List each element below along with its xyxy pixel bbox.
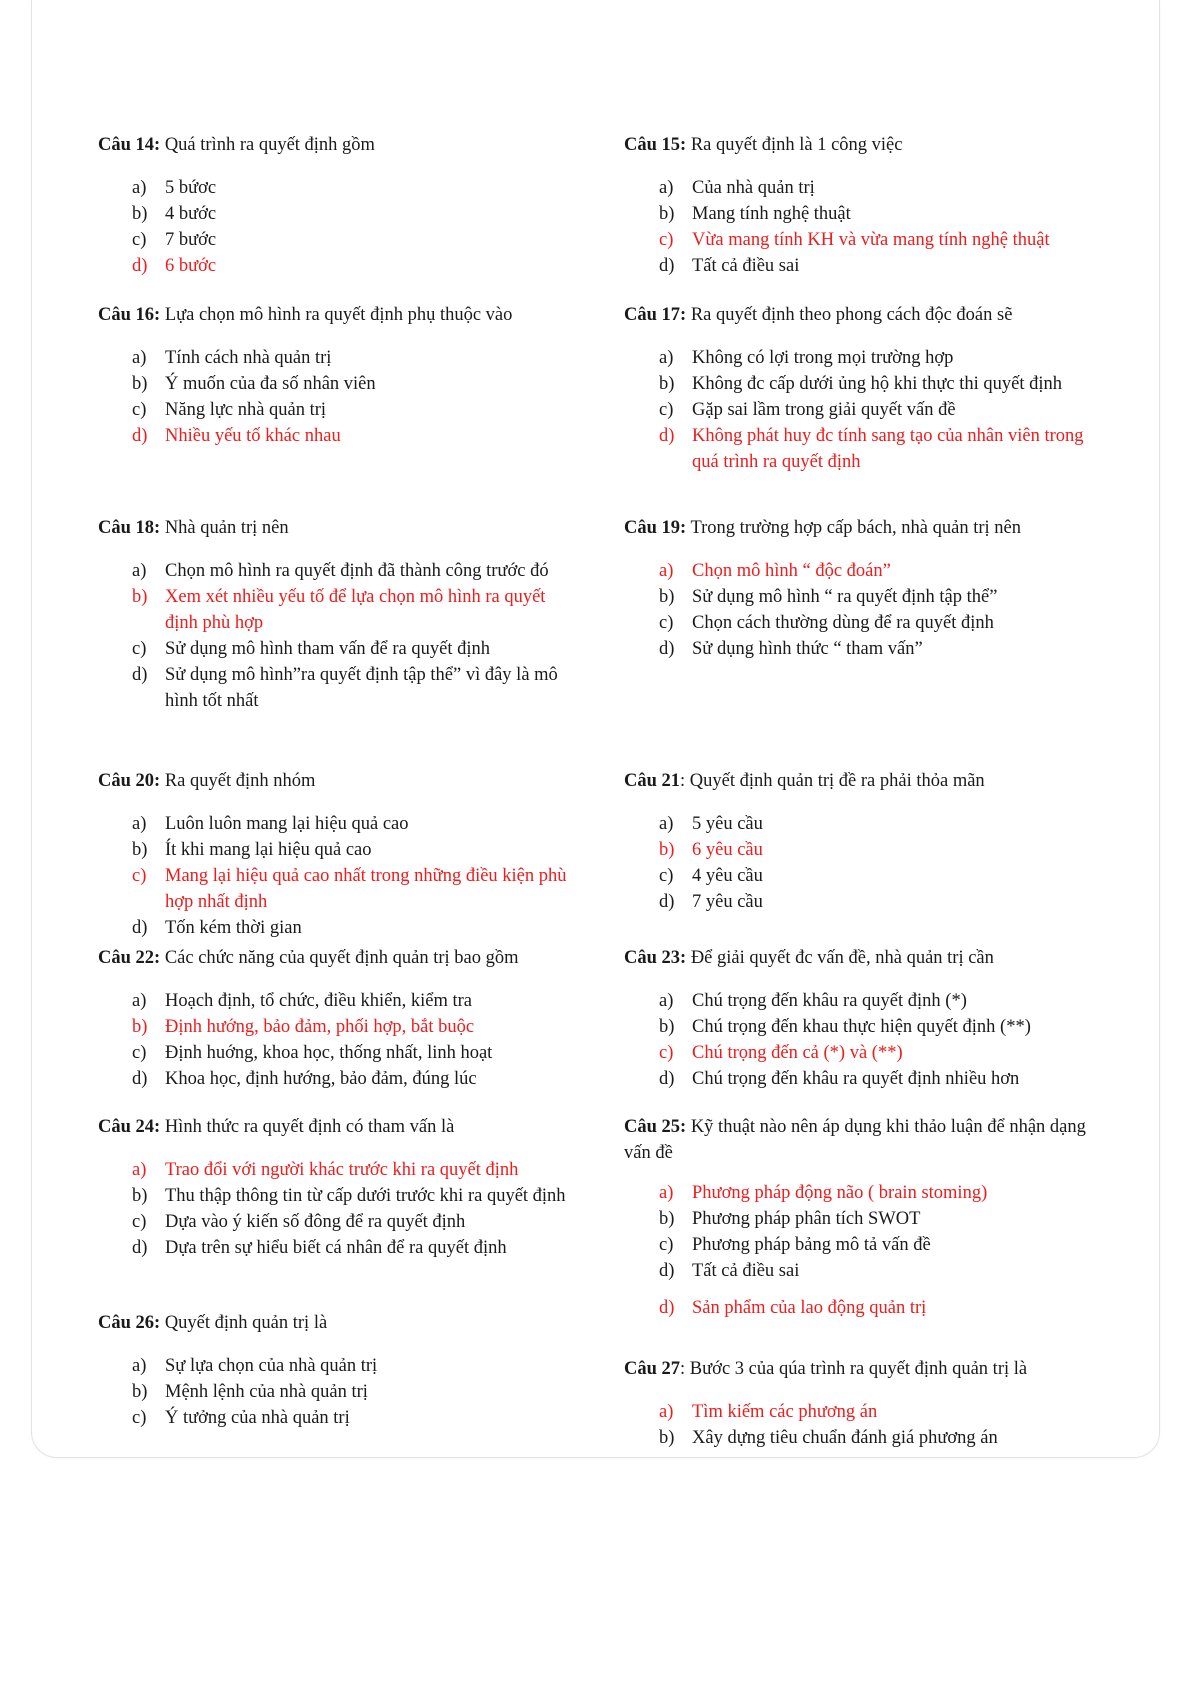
question-text: Hình thức ra quyết định có tham vấn là bbox=[160, 1117, 455, 1137]
question-16 bbox=[98, 302, 578, 449]
option-label: a) bbox=[659, 1402, 674, 1422]
option-text: Dựa trên sự hiểu biết cá nhân để ra quyết định bbox=[165, 1238, 507, 1258]
option-label: b) bbox=[132, 374, 148, 394]
option-label: a) bbox=[132, 1356, 147, 1376]
option-item bbox=[132, 397, 578, 423]
option-label: d) bbox=[132, 665, 148, 685]
option-item bbox=[659, 1040, 1094, 1066]
question-text: Ra quyết định là 1 công việc bbox=[686, 135, 903, 155]
option-text: Ý tưởng của nhà quản trị bbox=[165, 1408, 350, 1428]
question-25-continued bbox=[624, 1295, 1094, 1321]
options-list bbox=[132, 345, 578, 449]
option-text: 4 bước bbox=[165, 204, 217, 224]
option-item bbox=[132, 1066, 578, 1092]
option-item bbox=[132, 1209, 578, 1235]
option-label: a) bbox=[659, 348, 674, 368]
option-text: 4 yêu cầu bbox=[692, 866, 763, 886]
question-title bbox=[624, 302, 1094, 328]
options-list bbox=[659, 558, 1094, 662]
question-title bbox=[624, 132, 1094, 158]
option-text: 5 yêu cầu bbox=[692, 814, 763, 834]
question-title bbox=[624, 1356, 1094, 1382]
option-item bbox=[659, 863, 1094, 889]
option-item bbox=[659, 636, 1094, 662]
option-item bbox=[659, 1014, 1094, 1040]
option-item bbox=[659, 610, 1094, 636]
option-label: a) bbox=[659, 1183, 674, 1203]
question-26 bbox=[98, 1310, 578, 1431]
question-title bbox=[98, 1310, 578, 1336]
question-title bbox=[98, 515, 578, 541]
option-label: b) bbox=[132, 840, 148, 860]
option-label: d) bbox=[659, 639, 675, 659]
option-item bbox=[132, 253, 578, 279]
option-item bbox=[659, 837, 1094, 863]
option-text: Tính cách nhà quản trị bbox=[165, 348, 332, 368]
option-item bbox=[132, 811, 578, 837]
question-text: Quá trình ra quyết định gồm bbox=[160, 135, 375, 155]
option-label: a) bbox=[132, 814, 147, 834]
option-text: Chú trọng đến khâu ra quyết định nhiều hơn bbox=[692, 1069, 1020, 1089]
option-text: Khoa học, định hướng, bảo đảm, đúng lúc bbox=[165, 1069, 477, 1089]
option-label: d) bbox=[659, 256, 675, 276]
question-18 bbox=[98, 515, 578, 714]
option-item bbox=[659, 1399, 1094, 1425]
option-item bbox=[659, 1232, 1094, 1258]
option-text: 7 bước bbox=[165, 230, 217, 250]
options-list bbox=[659, 1180, 1094, 1284]
option-item bbox=[132, 863, 578, 915]
option-item bbox=[132, 584, 578, 636]
question-19 bbox=[624, 515, 1094, 662]
question-number: Câu 17: bbox=[624, 305, 687, 325]
question-24 bbox=[98, 1114, 578, 1261]
option-label: b) bbox=[132, 1186, 148, 1206]
option-text: Chú trọng đến khâu ra quyết định (*) bbox=[692, 991, 967, 1011]
option-text: Tất cả điều sai bbox=[692, 256, 800, 276]
option-label: c) bbox=[659, 866, 674, 886]
option-label: b) bbox=[659, 204, 675, 224]
option-text: Hoạch định, tổ chức, điều khiển, kiểm tra bbox=[165, 991, 472, 1011]
option-label: b) bbox=[132, 1017, 148, 1037]
option-text: Chú trọng đến khau thực hiện quyết định (**) bbox=[692, 1017, 1031, 1037]
option-text: Mệnh lệnh của nhà quản trị bbox=[165, 1382, 368, 1402]
option-label: c) bbox=[132, 400, 147, 420]
option-item bbox=[659, 1295, 1094, 1321]
option-label: d) bbox=[659, 426, 675, 446]
option-label: a) bbox=[659, 178, 674, 198]
question-23 bbox=[624, 945, 1094, 1092]
question-title bbox=[98, 1114, 578, 1140]
option-text: Phương pháp phân tích SWOT bbox=[692, 1209, 921, 1229]
options-list bbox=[659, 175, 1094, 279]
option-label: c) bbox=[132, 1212, 147, 1232]
option-text: Vừa mang tính KH và vừa mang tính nghệ thuật bbox=[692, 230, 1050, 250]
option-label: a) bbox=[132, 991, 147, 1011]
option-text: Xây dựng tiêu chuẩn đánh giá phương án bbox=[692, 1428, 998, 1448]
options-list bbox=[659, 811, 1094, 915]
option-text: Chọn mô hình ra quyết định đã thành công trước đó bbox=[165, 561, 549, 581]
question-text: : Quyết định quản trị đề ra phải thỏa mãn bbox=[680, 771, 985, 791]
option-label: a) bbox=[659, 991, 674, 1011]
option-label: b) bbox=[659, 587, 675, 607]
option-item bbox=[132, 227, 578, 253]
question-text: Để giải quyết đc vấn đề, nhà quản trị cần bbox=[686, 948, 994, 968]
option-label: c) bbox=[659, 230, 674, 250]
option-item bbox=[132, 1405, 578, 1431]
option-item bbox=[132, 345, 578, 371]
question-number: Câu 20: bbox=[98, 771, 161, 791]
option-item bbox=[132, 201, 578, 227]
option-label: a) bbox=[659, 814, 674, 834]
option-label: c) bbox=[132, 866, 147, 886]
option-item bbox=[659, 345, 1094, 371]
question-number: Câu 25: bbox=[624, 1117, 687, 1137]
question-25 bbox=[624, 1114, 1094, 1284]
option-text: Mang tính nghệ thuật bbox=[692, 204, 851, 224]
option-label: d) bbox=[132, 1238, 148, 1258]
option-item bbox=[659, 1066, 1094, 1092]
option-text: Ít khi mang lại hiệu quả cao bbox=[165, 840, 372, 860]
option-label: a) bbox=[659, 561, 674, 581]
question-27 bbox=[624, 1356, 1094, 1451]
question-text: Lựa chọn mô hình ra quyết định phụ thuộc vào bbox=[160, 305, 513, 325]
question-title bbox=[98, 132, 578, 158]
option-label: d) bbox=[659, 1298, 675, 1318]
question-text: Các chức năng của quyết định quản trị bao gồm bbox=[160, 948, 519, 968]
question-title bbox=[624, 515, 1094, 541]
option-label: b) bbox=[132, 204, 148, 224]
question-text: Trong trường hợp cấp bách, nhà quản trị nên bbox=[686, 518, 1021, 538]
option-item bbox=[132, 915, 578, 941]
question-number: Câu 27 bbox=[624, 1359, 681, 1379]
question-text: Nhà quản trị nên bbox=[160, 518, 289, 538]
option-item bbox=[659, 175, 1094, 201]
option-item bbox=[659, 227, 1094, 253]
question-text: Ra quyết định theo phong cách độc đoán sẽ bbox=[686, 305, 1013, 325]
option-label: c) bbox=[132, 1043, 147, 1063]
option-label: b) bbox=[659, 374, 675, 394]
question-number: Câu 18: bbox=[98, 518, 161, 538]
option-label: a) bbox=[132, 561, 147, 581]
option-item bbox=[132, 558, 578, 584]
options-list bbox=[132, 811, 578, 941]
option-text: Định huớng, khoa học, thống nhất, linh hoạt bbox=[165, 1043, 493, 1063]
question-15 bbox=[624, 132, 1094, 279]
question-text: Kỹ thuật nào nên áp dụng khi thảo luận để nhận dạng vấn đề bbox=[624, 1117, 1086, 1163]
option-item bbox=[132, 1040, 578, 1066]
question-21 bbox=[624, 768, 1094, 915]
option-label: d) bbox=[132, 918, 148, 938]
option-item bbox=[659, 889, 1094, 915]
option-text: Sự lựa chọn của nhà quản trị bbox=[165, 1356, 378, 1376]
question-text: : Bước 3 của qúa trình ra quyết định quản trị là bbox=[680, 1359, 1028, 1379]
options-list bbox=[132, 175, 578, 279]
option-text: Không phát huy đc tính sang tạo của nhân viên trong quá trình ra quyết định bbox=[692, 426, 1084, 472]
option-label: d) bbox=[659, 1261, 675, 1281]
option-text: 5 bứơc bbox=[165, 178, 217, 198]
option-label: b) bbox=[659, 1428, 675, 1448]
option-label: d) bbox=[132, 426, 148, 446]
option-text: Xem xét nhiều yếu tố để lựa chọn mô hình ra quyết định phù hợp bbox=[165, 587, 546, 633]
option-text: 7 yêu cầu bbox=[692, 892, 763, 912]
option-text: Không có lợi trong mọi trường hợp bbox=[692, 348, 954, 368]
question-14 bbox=[98, 132, 578, 279]
option-item bbox=[132, 988, 578, 1014]
option-item bbox=[132, 636, 578, 662]
option-item bbox=[132, 662, 578, 714]
question-number: Câu 24: bbox=[98, 1117, 161, 1137]
option-text: Chọn cách thường dùng để ra quyết định bbox=[692, 613, 994, 633]
option-label: b) bbox=[659, 840, 675, 860]
option-label: a) bbox=[132, 348, 147, 368]
option-label: a) bbox=[132, 1160, 147, 1180]
option-item bbox=[132, 175, 578, 201]
option-item bbox=[659, 1425, 1094, 1451]
option-text: Tìm kiếm các phương án bbox=[692, 1402, 878, 1422]
question-title bbox=[624, 945, 1094, 971]
question-title bbox=[624, 768, 1094, 794]
option-text: Sản phẩm của lao động quản trị bbox=[692, 1298, 927, 1318]
question-number: Câu 14: bbox=[98, 135, 161, 155]
option-text: Năng lực nhà quản trị bbox=[165, 400, 327, 420]
option-item bbox=[659, 1206, 1094, 1232]
option-text: Sử dụng mô hình “ ra quyết định tập thể” bbox=[692, 587, 998, 607]
option-text: Chọn mô hình “ độc đoán” bbox=[692, 561, 891, 581]
option-text: Tốn kém thời gian bbox=[165, 918, 302, 938]
question-title bbox=[98, 302, 578, 328]
option-label: c) bbox=[659, 400, 674, 420]
question-title bbox=[98, 945, 578, 971]
option-label: d) bbox=[132, 1069, 148, 1089]
question-title bbox=[98, 768, 578, 794]
options-list bbox=[659, 345, 1094, 475]
option-item bbox=[659, 253, 1094, 279]
options-list bbox=[659, 1399, 1094, 1451]
question-17 bbox=[624, 302, 1094, 475]
options-list bbox=[132, 558, 578, 714]
option-text: 6 yêu cầu bbox=[692, 840, 763, 860]
option-label: b) bbox=[659, 1017, 675, 1037]
option-label: d) bbox=[132, 256, 148, 276]
option-item bbox=[659, 988, 1094, 1014]
option-text: Trao đổi với người khác trước khi ra quyết định bbox=[165, 1160, 519, 1180]
option-item bbox=[659, 584, 1094, 610]
option-label: c) bbox=[132, 1408, 147, 1428]
option-text: Sử dụng hình thức “ tham vấn” bbox=[692, 639, 923, 659]
options-list bbox=[132, 1353, 578, 1431]
option-item bbox=[132, 371, 578, 397]
option-item bbox=[132, 1014, 578, 1040]
question-text: Quyết định quản trị là bbox=[160, 1313, 328, 1333]
question-number: Câu 19: bbox=[624, 518, 687, 538]
option-text: Thu thập thông tin từ cấp dưới trước khi ra quyết định bbox=[165, 1186, 566, 1206]
option-label: c) bbox=[659, 1043, 674, 1063]
option-item bbox=[132, 1379, 578, 1405]
option-label: b) bbox=[132, 587, 148, 607]
option-text: Mang lại hiệu quả cao nhất trong những điều kiện phù hợp nhất định bbox=[165, 866, 567, 912]
option-text: Sử dụng mô hình tham vấn để ra quyết định bbox=[165, 639, 490, 659]
option-text: Luôn luôn mang lại hiệu quả cao bbox=[165, 814, 409, 834]
question-number: Câu 26: bbox=[98, 1313, 161, 1333]
option-label: c) bbox=[659, 1235, 674, 1255]
option-item bbox=[659, 1258, 1094, 1284]
option-label: c) bbox=[659, 613, 674, 633]
option-item bbox=[132, 1353, 578, 1379]
option-label: d) bbox=[659, 892, 675, 912]
options-list bbox=[132, 988, 578, 1092]
option-text: Định hướng, bảo đảm, phối hợp, bắt buộc bbox=[165, 1017, 475, 1037]
options-list bbox=[132, 1157, 578, 1261]
option-text: Dựa vào ý kiến số đông để ra quyết định bbox=[165, 1212, 466, 1232]
option-text: Ý muốn của đa số nhân viên bbox=[165, 374, 376, 394]
option-text: Sử dụng mô hình”ra quyết định tập thể” vì đây là mô hình tốt nhất bbox=[165, 665, 558, 711]
question-20 bbox=[98, 768, 578, 941]
option-text: Tất cả điều sai bbox=[692, 1261, 800, 1281]
question-number: Câu 16: bbox=[98, 305, 161, 325]
question-number: Câu 23: bbox=[624, 948, 687, 968]
option-text: 6 bước bbox=[165, 256, 217, 276]
option-item bbox=[132, 1183, 578, 1209]
option-item bbox=[659, 1180, 1094, 1206]
option-text: Của nhà quản trị bbox=[692, 178, 815, 198]
option-label: a) bbox=[132, 178, 147, 198]
option-item bbox=[659, 371, 1094, 397]
option-label: b) bbox=[132, 1382, 148, 1402]
question-22 bbox=[98, 945, 578, 1092]
question-text: Ra quyết định nhóm bbox=[160, 771, 316, 791]
option-item bbox=[659, 423, 1094, 475]
question-title bbox=[624, 1114, 1094, 1166]
option-text: Chú trọng đến cả (*) và (**) bbox=[692, 1043, 903, 1063]
option-item bbox=[659, 811, 1094, 837]
options-list bbox=[659, 1295, 1094, 1321]
option-text: Gặp sai lầm trong giải quyết vấn đề bbox=[692, 400, 956, 420]
option-item bbox=[659, 201, 1094, 227]
option-item bbox=[132, 837, 578, 863]
option-item bbox=[132, 1235, 578, 1261]
option-text: Không đc cấp dưới ủng hộ khi thực thi quyết định bbox=[692, 374, 1062, 394]
option-label: c) bbox=[132, 639, 147, 659]
options-list bbox=[659, 988, 1094, 1092]
question-number: Câu 22: bbox=[98, 948, 161, 968]
option-item bbox=[659, 397, 1094, 423]
option-item bbox=[659, 558, 1094, 584]
option-label: c) bbox=[132, 230, 147, 250]
question-number: Câu 15: bbox=[624, 135, 687, 155]
option-label: b) bbox=[659, 1209, 675, 1229]
question-number: Câu 21 bbox=[624, 771, 681, 791]
option-text: Phương pháp bảng mô tả vấn đề bbox=[692, 1235, 931, 1255]
option-text: Phương pháp động não ( brain stoming) bbox=[692, 1183, 988, 1203]
option-item bbox=[132, 423, 578, 449]
option-item bbox=[132, 1157, 578, 1183]
option-label: d) bbox=[659, 1069, 675, 1089]
option-text: Nhiều yếu tố khác nhau bbox=[165, 426, 341, 446]
